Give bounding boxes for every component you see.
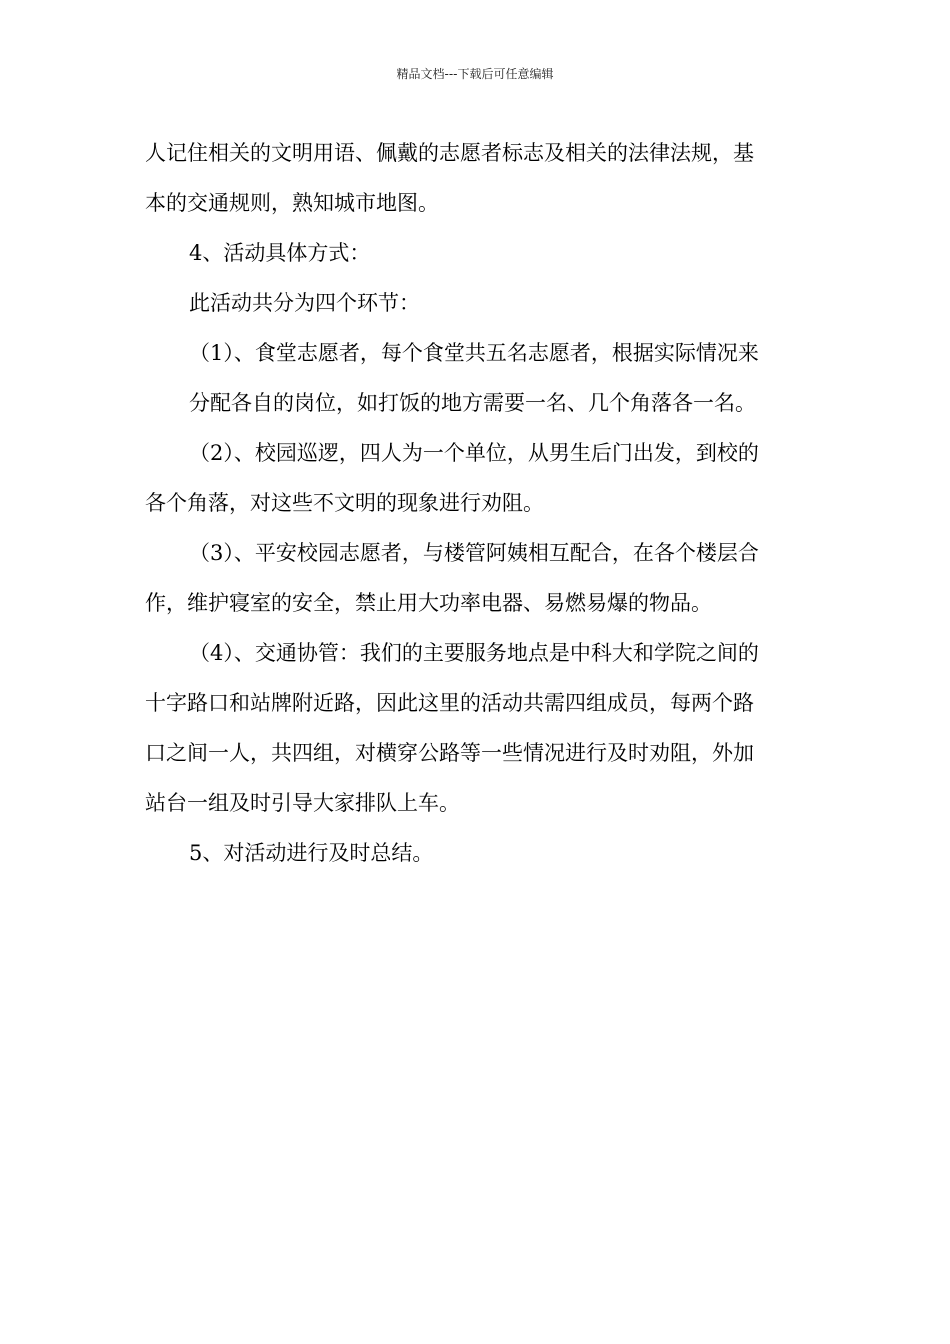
list-item: （1）、食堂志愿者，每个食堂共五名志愿者，根据实际情况来 [189,341,759,365]
document-body [145,128,805,878]
text-line: 作，维护寝室的安全，禁止用大功率电器、易燃易爆的物品。 [145,591,712,615]
list-item: （3）、平安校园志愿者，与楼管阿姨相互配合，在各个楼层合 [189,541,759,565]
text-line: 人记住相关的文明用语、佩戴的志愿者标志及相关的法律法规，基 [145,141,754,165]
text-line: 十字路口和站牌附近路，因此这里的活动共需四组成员，每两个路 [145,691,754,715]
text-line: 站台一组及时引导大家排队上车。 [145,791,460,815]
page-header: 精品文档---下载后可任意编辑 [396,67,554,81]
section-heading: 5、对活动进行及时总结。 [189,841,434,865]
text-line: 此活动共分为四个环节： [189,291,420,315]
text-line: 分配各自的岗位，如打饭的地方需要一名、几个角落各一名。 [189,391,756,415]
section-heading: 4、活动具体方式： [189,241,371,265]
text-line: 各个角落，对这些不文明的现象进行劝阻。 [145,491,544,515]
text-line: 本的交通规则，熟知城市地图。 [145,191,439,215]
list-item: （4）、交通协管：我们的主要服务地点是中科大和学院之间的 [189,641,759,665]
text-line: 口之间一人，共四组，对横穿公路等一些情况进行及时劝阻，外加 [145,741,754,765]
list-item: （2）、校园巡逻，四人为一个单位，从男生后门出发，到校的 [189,441,759,465]
